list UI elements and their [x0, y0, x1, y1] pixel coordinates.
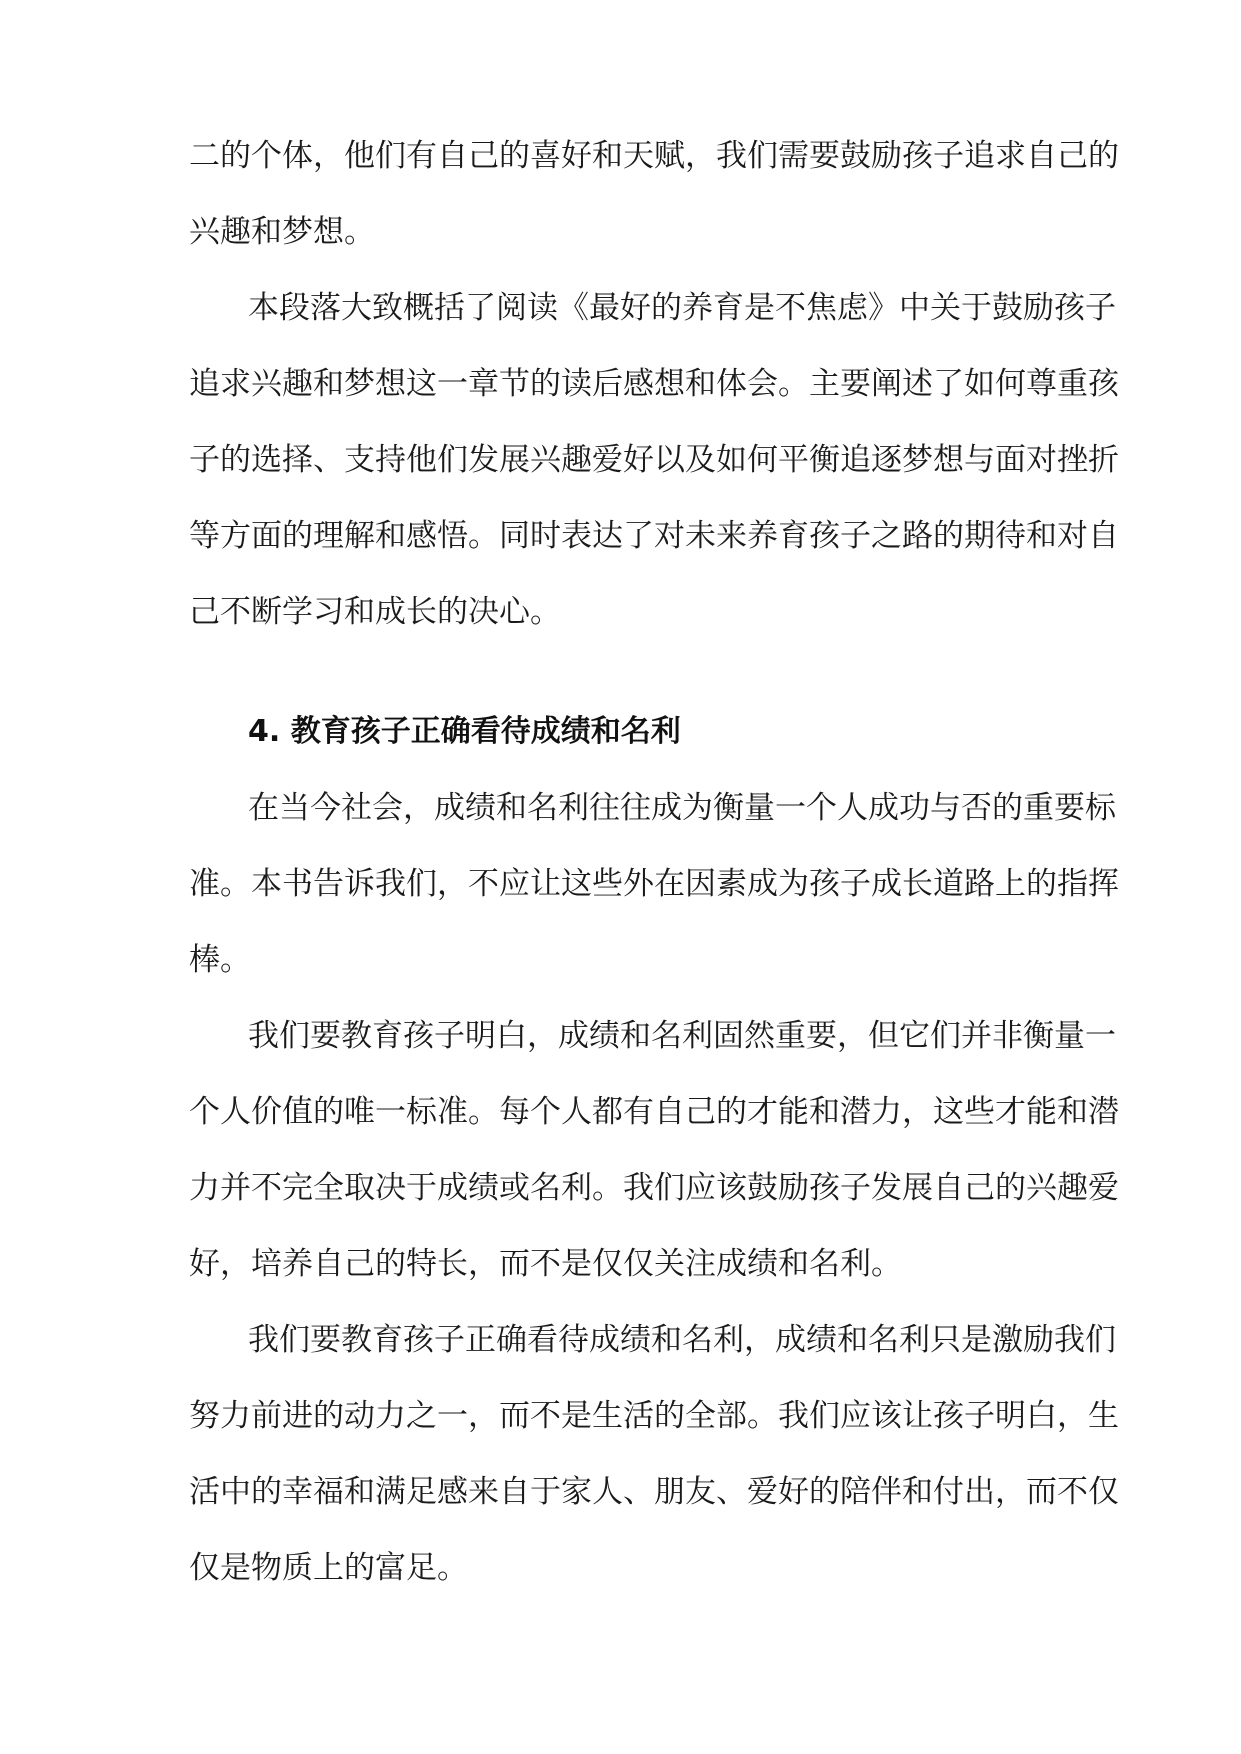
section-paragraph-2-line-2: 个人价值的唯一标准。每个人都有自己的才能和潜力，这些才能和潜	[189, 1094, 1119, 1130]
paragraph-2-line-2: 追求兴趣和梦想这一章节的读后感想和体会。主要阐述了如何尊重孩	[189, 366, 1119, 402]
paragraph-1-line-2: 兴趣和梦想。	[189, 214, 375, 250]
section-paragraph-3-line-3: 活中的幸福和满足感来自于家人、朋友、爱好的陪伴和付出，而不仅	[189, 1474, 1119, 1510]
section-paragraph-1-line-1: 在当今社会，成绩和名利往往成为衡量一个人成功与否的重要标	[248, 790, 1116, 826]
section-paragraph-1-line-3: 棒。	[189, 942, 251, 978]
section-paragraph-3-line-2: 努力前进的动力之一，而不是生活的全部。我们应该让孩子明白，生	[189, 1398, 1119, 1434]
section-paragraph-2-line-4: 好，培养自己的特长，而不是仅仅关注成绩和名利。	[189, 1246, 902, 1282]
paragraph-2-line-3: 子的选择、支持他们发展兴趣爱好以及如何平衡追逐梦想与面对挫折	[189, 442, 1119, 478]
section-paragraph-2-line-3: 力并不完全取决于成绩或名利。我们应该鼓励孩子发展自己的兴趣爱	[189, 1170, 1119, 1206]
paragraph-1-line-1: 二的个体，他们有自己的喜好和天赋，我们需要鼓励孩子追求自己的	[189, 138, 1119, 174]
section-paragraph-2-line-1: 我们要教育孩子明白，成绩和名利固然重要，但它们并非衡量一	[248, 1018, 1116, 1054]
paragraph-2-line-4: 等方面的理解和感悟。同时表达了对未来养育孩子之路的期待和对自	[189, 518, 1119, 554]
paragraph-2-line-5: 己不断学习和成长的决心。	[189, 594, 561, 630]
section-paragraph-3-line-4: 仅是物质上的富足。	[189, 1550, 468, 1586]
section-heading: 4. 教育孩子正确看待成绩和名利	[248, 714, 681, 749]
paragraph-2-line-1: 本段落大致概括了阅读《最好的养育是不焦虑》中关于鼓励孩子	[248, 290, 1116, 326]
section-paragraph-3-line-1: 我们要教育孩子正确看待成绩和名利，成绩和名利只是激励我们	[248, 1322, 1116, 1358]
section-paragraph-1-line-2: 准。本书告诉我们，不应让这些外在因素成为孩子成长道路上的指挥	[189, 866, 1119, 902]
